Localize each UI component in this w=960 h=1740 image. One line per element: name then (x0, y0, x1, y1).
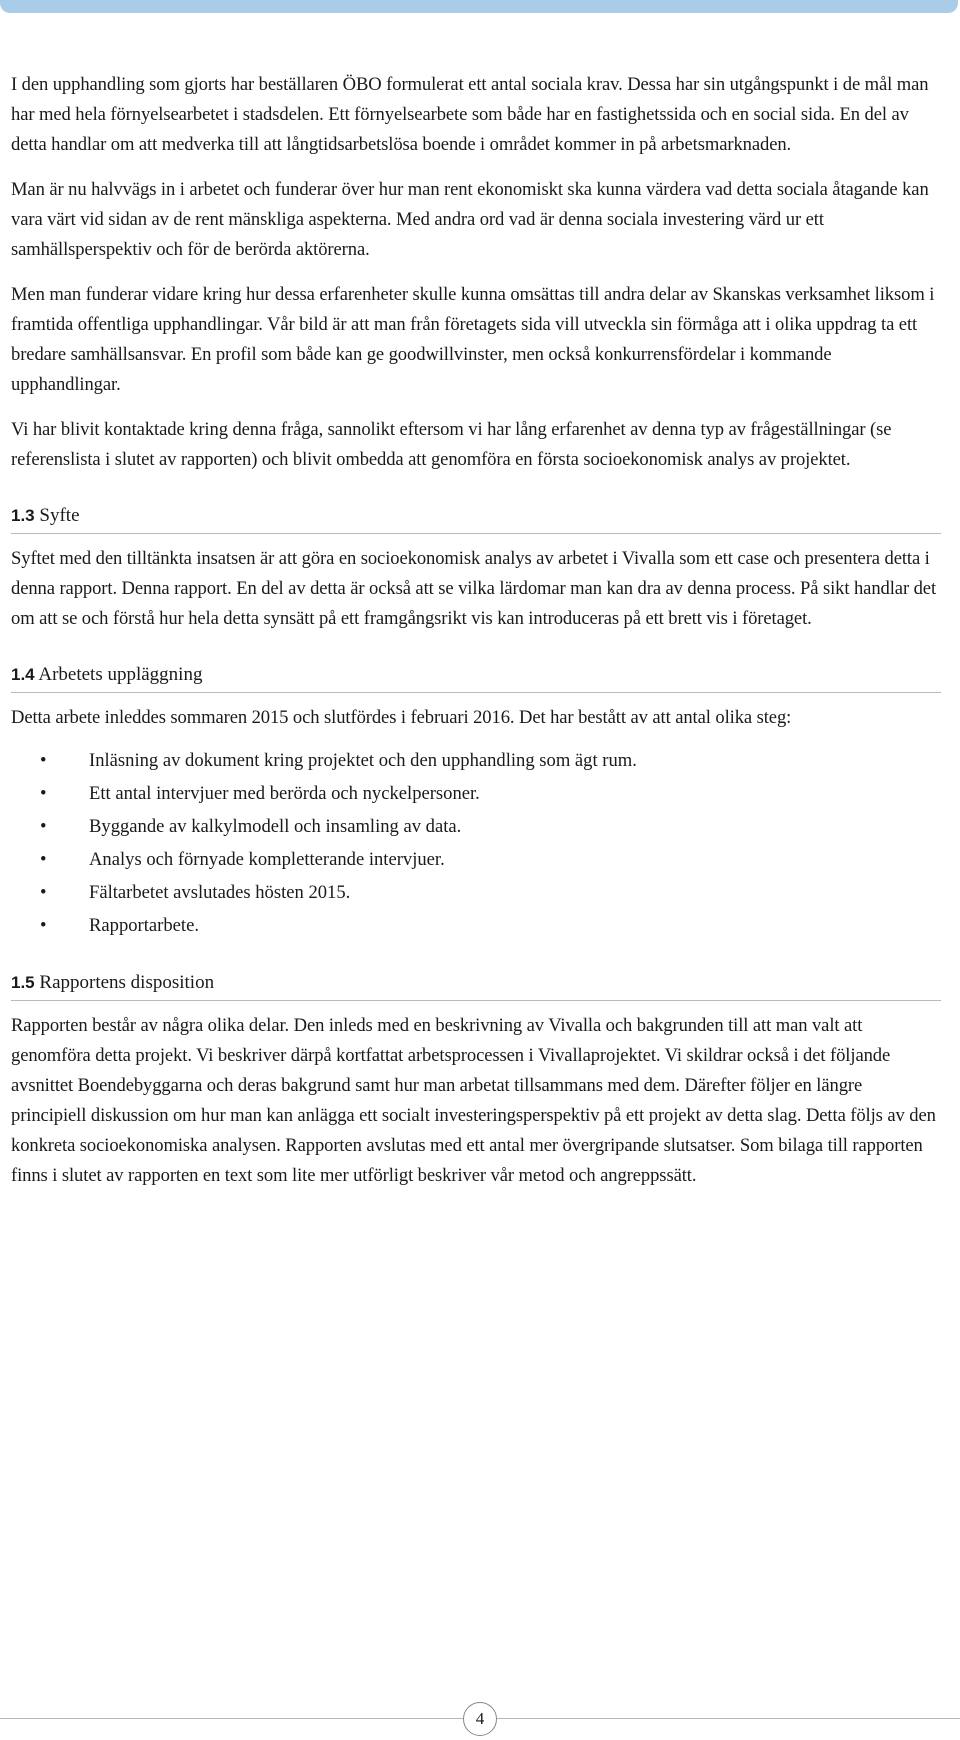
paragraph-disposition: Rapporten består av några olika delar. Den inleds med en beskrivning av Vivalla och bakgrunden till att man valt att genomföra detta projekt. Vi beskriver därpå kortfattat arbetsprocessen i Vivallaprojektet. Vi skildrar också i det följande avsnittet Boendebyggarna och deras bakgrund samt hur man arbetat tillsammans med dem. Därefter följer en längre principiell diskussion om hur man kan anlägga ett socialt investeringsperspektiv på ett projekt av detta slag. Detta följs av den konkreta socioekonomiska analysen. Rapporten avslutas med ett antal mer övergripande slutsatser. Som bilaga till rapporten finns i slutet av rapporten en text som lite mer utförligt beskriver vår metod och angreppssätt. (11, 1015, 936, 1186)
section-heading-upplaggning (11, 662, 941, 693)
list-item (11, 876, 941, 909)
paragraph-intro-4: Vi har blivit kontaktade kring denna fråga, sannolikt eftersom vi har lång erfarenhet av denna typ av frågeställningar (se referenslista i slutet av rapporten) och blivit ombedda att genomföra en första socioekonomisk analys av projektet. (11, 419, 892, 470)
list-item-text: Rapportarbete. (89, 915, 199, 936)
bullet-icon: • (40, 882, 47, 903)
paragraph-intro-1: I den upphandling som gjorts har beställaren ÖBO formulerat ett antal sociala krav. Dessa har sin utgångspunkt i de mål man har med hela förnyelsearbetet i stadsdelen. Ett förnyelsearbete som både har en fastighetssida och en social sida. En del av detta handlar om att medverka till att långtidsarbetslösa boende i området kommer in på arbetsmarknaden. (11, 74, 929, 155)
bullet-icon: • (40, 849, 47, 870)
section-title: Syfte (39, 505, 80, 526)
paragraph-upplaggning: Detta arbete inleddes sommaren 2015 och slutfördes i februari 2016. Det har bestått av att antal olika steg: (11, 707, 792, 728)
list-item (11, 777, 941, 810)
list-item (11, 744, 941, 777)
section-heading-syfte (11, 503, 941, 534)
list-item-text: Inläsning av dokument kring projektet och den upphandling som ägt rum. (89, 750, 637, 771)
section-title: Rapportens disposition (39, 972, 215, 993)
steps-list (11, 744, 941, 942)
list-item-text: Byggande av kalkylmodell och insamling av data. (89, 816, 462, 837)
list-item (11, 810, 941, 843)
bullet-icon: • (40, 915, 47, 936)
section-number: 1.4 (11, 665, 35, 684)
paragraph-intro-3: Men man funderar vidare kring hur dessa erfarenheter skulle kunna omsättas till andra delar av Skanskas verksamhet liksom i framtida offentliga upphandlingar. Vår bild är att man från företagets sida vill utveckla sin förmåga att i olika uppdrag ta ett bredare samhällsansvar. En profil som både kan ge goodwillvinster, men också konkurrensfördelar i kommande upphandlingar. (11, 284, 935, 395)
section-heading-disposition (11, 970, 941, 1001)
section-number: 1.5 (11, 973, 35, 992)
paragraph-syfte: Syftet med den tilltänkta insatsen är att göra en socioekonomisk analys av arbetet i Vivalla som ett case och presentera detta i denna rapport. Denna rapport. En del av detta är också att se vilka lärdomar man kan dra av denna process. På sikt handlar det om att se och förstå hur hela detta synsätt på ett framgångsrikt vis kan introduceras på ett brett vis i företaget. (11, 548, 937, 629)
list-item (11, 909, 941, 942)
top-decorative-bar (0, 0, 958, 13)
bullet-icon: • (40, 750, 47, 771)
page-number: 4 (463, 1702, 497, 1736)
list-item (11, 843, 941, 876)
page-content (11, 70, 941, 1206)
bullet-icon: • (40, 783, 47, 804)
list-item-text: Ett antal intervjuer med berörda och nyckelpersoner. (89, 783, 480, 804)
bullet-icon: • (40, 816, 47, 837)
list-item-text: Fältarbetet avslutades hösten 2015. (89, 882, 351, 903)
section-title: Arbetets uppläggning (38, 664, 203, 685)
list-item-text: Analys och förnyade kompletterande intervjuer. (89, 849, 445, 870)
section-number: 1.3 (11, 506, 35, 525)
paragraph-intro-2: Man är nu halvvägs in i arbetet och funderar över hur man rent ekonomiskt ska kunna värdera vad detta sociala åtagande kan vara värt vid sidan av de rent mänskliga aspekterna. Med andra ord vad är denna sociala investering värd ur ett samhällsperspektiv och för de berörda aktörerna. (11, 179, 929, 260)
